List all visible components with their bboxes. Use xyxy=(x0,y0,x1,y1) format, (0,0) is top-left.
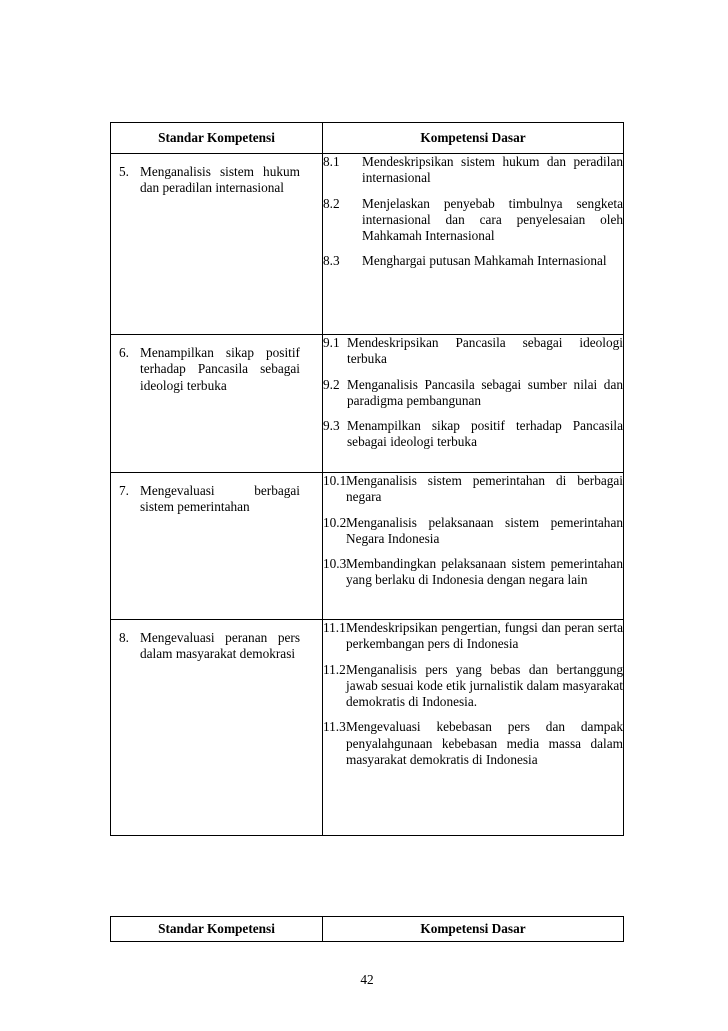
kd-number: 10.1 xyxy=(323,473,347,488)
table-row xyxy=(111,620,624,836)
kd-item xyxy=(323,556,623,589)
kd-cell xyxy=(323,620,624,836)
kd-cell xyxy=(323,335,624,473)
kd-cell xyxy=(323,154,624,335)
kd-item xyxy=(323,473,623,506)
kd-number: 9.2 xyxy=(323,376,340,392)
page-number-text: 42 xyxy=(360,972,374,987)
kd-number: 10.2 xyxy=(323,514,347,530)
kd-number: 8.3 xyxy=(323,253,340,269)
kd-number: 8.2 xyxy=(323,195,340,211)
competency-table xyxy=(110,122,624,836)
sk-cell xyxy=(111,154,323,335)
kd-number: 11.3 xyxy=(323,719,346,735)
kd-text: Menjelaskan penyebab timbulnya sengketa internasional dan cara penyelesaian oleh Mahkamah Internasional xyxy=(362,195,623,244)
sk-number: 6. xyxy=(119,345,129,360)
kd-item xyxy=(323,620,623,653)
table-row xyxy=(111,473,624,620)
kd-number: 9.3 xyxy=(323,418,340,434)
sk-text: Mengevaluasi berbagai sistem pemerintahan xyxy=(140,483,300,515)
kd-item xyxy=(323,662,623,711)
sk-number: 8. xyxy=(119,630,129,645)
kd-number: 11.2 xyxy=(323,661,346,677)
header-kompetensi-dasar: Kompetensi Dasar xyxy=(323,123,624,154)
table-row xyxy=(111,335,624,473)
kd-text: Mengevaluasi kebebasan pers dan dampak penyalahgunaan kebebasan media massa dalam masyarakat demokratis di Indonesia xyxy=(346,719,623,768)
kd-text: Mendeskripsikan sistem hukum dan peradilan internasional xyxy=(362,154,623,186)
kd-item xyxy=(323,196,623,245)
kd-text: Menghargai putusan Mahkamah Internasional xyxy=(362,253,607,269)
sk-number: 7. xyxy=(119,483,129,498)
sk-cell xyxy=(111,620,323,836)
sk-cell xyxy=(111,335,323,473)
kd-text: Menganalisis pers yang bebas dan bertanggung jawab sesuai kode etik jurnalistik dalam masyarakat demokratis di Indonesia. xyxy=(346,661,623,710)
kd-item xyxy=(323,515,623,548)
header-standar-kompetensi: Standar Kompetensi xyxy=(111,123,323,154)
header-kompetensi-dasar: Kompetensi Dasar xyxy=(323,917,624,942)
table-header-row xyxy=(111,123,624,154)
kd-item xyxy=(323,154,623,187)
kd-cell xyxy=(323,473,624,620)
kd-text: Membandingkan pelaksanaan sistem pemerintahan yang berlaku di Indonesia dengan negara lain xyxy=(346,556,623,588)
kd-number: 10.3 xyxy=(323,556,347,572)
sk-text: Menampilkan sikap positif terhadap Pancasila sebagai ideologi terbuka xyxy=(140,345,300,393)
sk-number: 5. xyxy=(119,164,129,179)
table-row xyxy=(111,154,624,335)
kd-number: 8.1 xyxy=(323,154,340,169)
sk-text: Menganalisis sistem hukum dan peradilan internasional xyxy=(140,164,300,196)
table-header-row xyxy=(111,917,624,942)
kd-item xyxy=(323,719,623,768)
next-table-header xyxy=(110,916,624,942)
kd-text: Menganalisis sistem pemerintahan di berbagai negara xyxy=(346,473,623,505)
kd-item xyxy=(323,253,623,269)
kd-text: Menganalisis pelaksanaan sistem pemerintahan Negara Indonesia xyxy=(346,514,623,546)
kd-item xyxy=(323,335,623,368)
header-standar-kompetensi: Standar Kompetensi xyxy=(111,917,323,942)
kd-text: Mendeskripsikan pengertian, fungsi dan peran serta perkembangan pers di Indonesia xyxy=(346,620,623,652)
kd-item xyxy=(323,377,623,410)
kd-text: Menganalisis Pancasila sebagai sumber nilai dan paradigma pembangunan xyxy=(347,376,623,408)
kd-number: 11.1 xyxy=(323,620,346,635)
page-number xyxy=(0,972,728,988)
kd-text: Mendeskripsikan Pancasila sebagai ideologi terbuka xyxy=(347,335,623,367)
kd-item xyxy=(323,418,623,451)
sk-cell xyxy=(111,473,323,620)
kd-text: Menampilkan sikap positif terhadap Pancasila sebagai ideologi terbuka xyxy=(347,418,623,450)
kd-number: 9.1 xyxy=(323,335,340,350)
sk-text: Mengevaluasi peranan pers dalam masyarakat demokrasi xyxy=(140,630,300,662)
